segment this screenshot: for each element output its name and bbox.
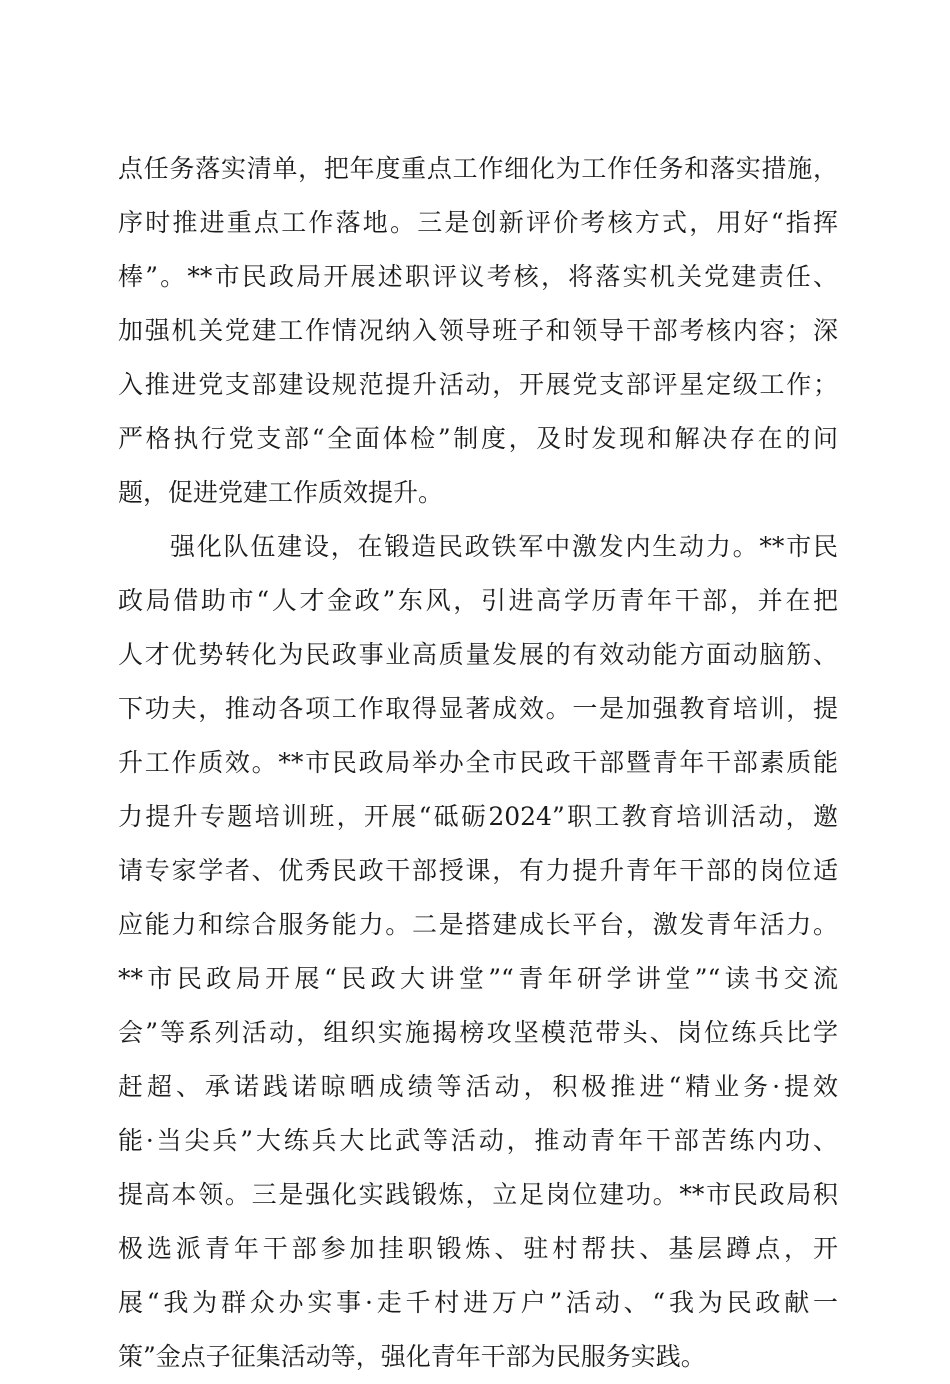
paragraph-line: 序时推进重点工作落地。三是创新评价考核方式，用好“指挥 [118,208,838,237]
paragraph-line: 人才优势转化为民政事业高质量发展的有效动能方面动脑筋、 [118,640,838,669]
paragraph-line: 点任务落实清单，把年度重点工作细化为工作任务和落实措施， [118,154,838,183]
paragraph-line: 展“我为群众办实事·走千村进万户”活动、“我为民政献一 [118,1288,838,1317]
paragraph-line: 棒”。**市民政局开展述职评议考核，将落实机关党建责任、 [118,262,838,291]
paragraph-line: 应能力和综合服务能力。二是搭建成长平台，激发青年活力。 [118,910,838,939]
paragraph-line: 政局借助市“人才金政”东风，引进高学历青年干部，并在把 [118,586,838,615]
paragraph-line: 能·当尖兵”大练兵大比武等活动，推动青年干部苦练内功、 [118,1126,838,1155]
paragraph-line: 提高本领。三是强化实践锻炼，立足岗位建功。**市民政局积 [118,1180,838,1209]
paragraph-line: 请专家学者、优秀民政干部授课，有力提升青年干部的岗位适 [118,856,838,885]
paragraph-line: **市民政局开展“民政大讲堂”“青年研学讲堂”“读书交流 [118,964,838,993]
paragraph-line: 加强机关党建工作情况纳入领导班子和领导干部考核内容；深 [118,316,838,345]
paragraph-party-building [118,142,838,520]
paragraph-line: 下功夫，推动各项工作取得显著成效。一是加强教育培训，提 [118,694,838,723]
paragraph-line: 入推进党支部建设规范提升活动，开展党支部评星定级工作； [118,370,838,399]
document-body [118,142,838,1384]
paragraph-line: 策”金点子征集活动等，强化青年干部为民服务实践。 [118,1342,706,1371]
paragraph-line: 极选派青年干部参加挂职锻炼、驻村帮扶、基层蹲点，开 [118,1234,838,1263]
paragraph-line: 题，促进党建工作质效提升。 [118,478,444,507]
paragraph-line: 升工作质效。**市民政局举办全市民政干部暨青年干部素质能 [118,748,838,777]
paragraph-line: 力提升专题培训班，开展“砥砺2024”职工教育培训活动，邀 [118,802,838,831]
paragraph-line: 赶超、承诺践诺晾晒成绩等活动，积极推进“精业务·提效 [118,1072,838,1101]
paragraph-line: 会”等系列活动，组织实施揭榜攻坚模范带头、岗位练兵比学 [118,1018,838,1047]
paragraph-line: 严格执行党支部“全面体检”制度，及时发现和解决存在的问 [118,424,838,453]
paragraph-team-building [118,520,838,1384]
paragraph-heading-line: 强化队伍建设，在锻造民政铁军中激发内生动力。**市民 [170,532,838,561]
